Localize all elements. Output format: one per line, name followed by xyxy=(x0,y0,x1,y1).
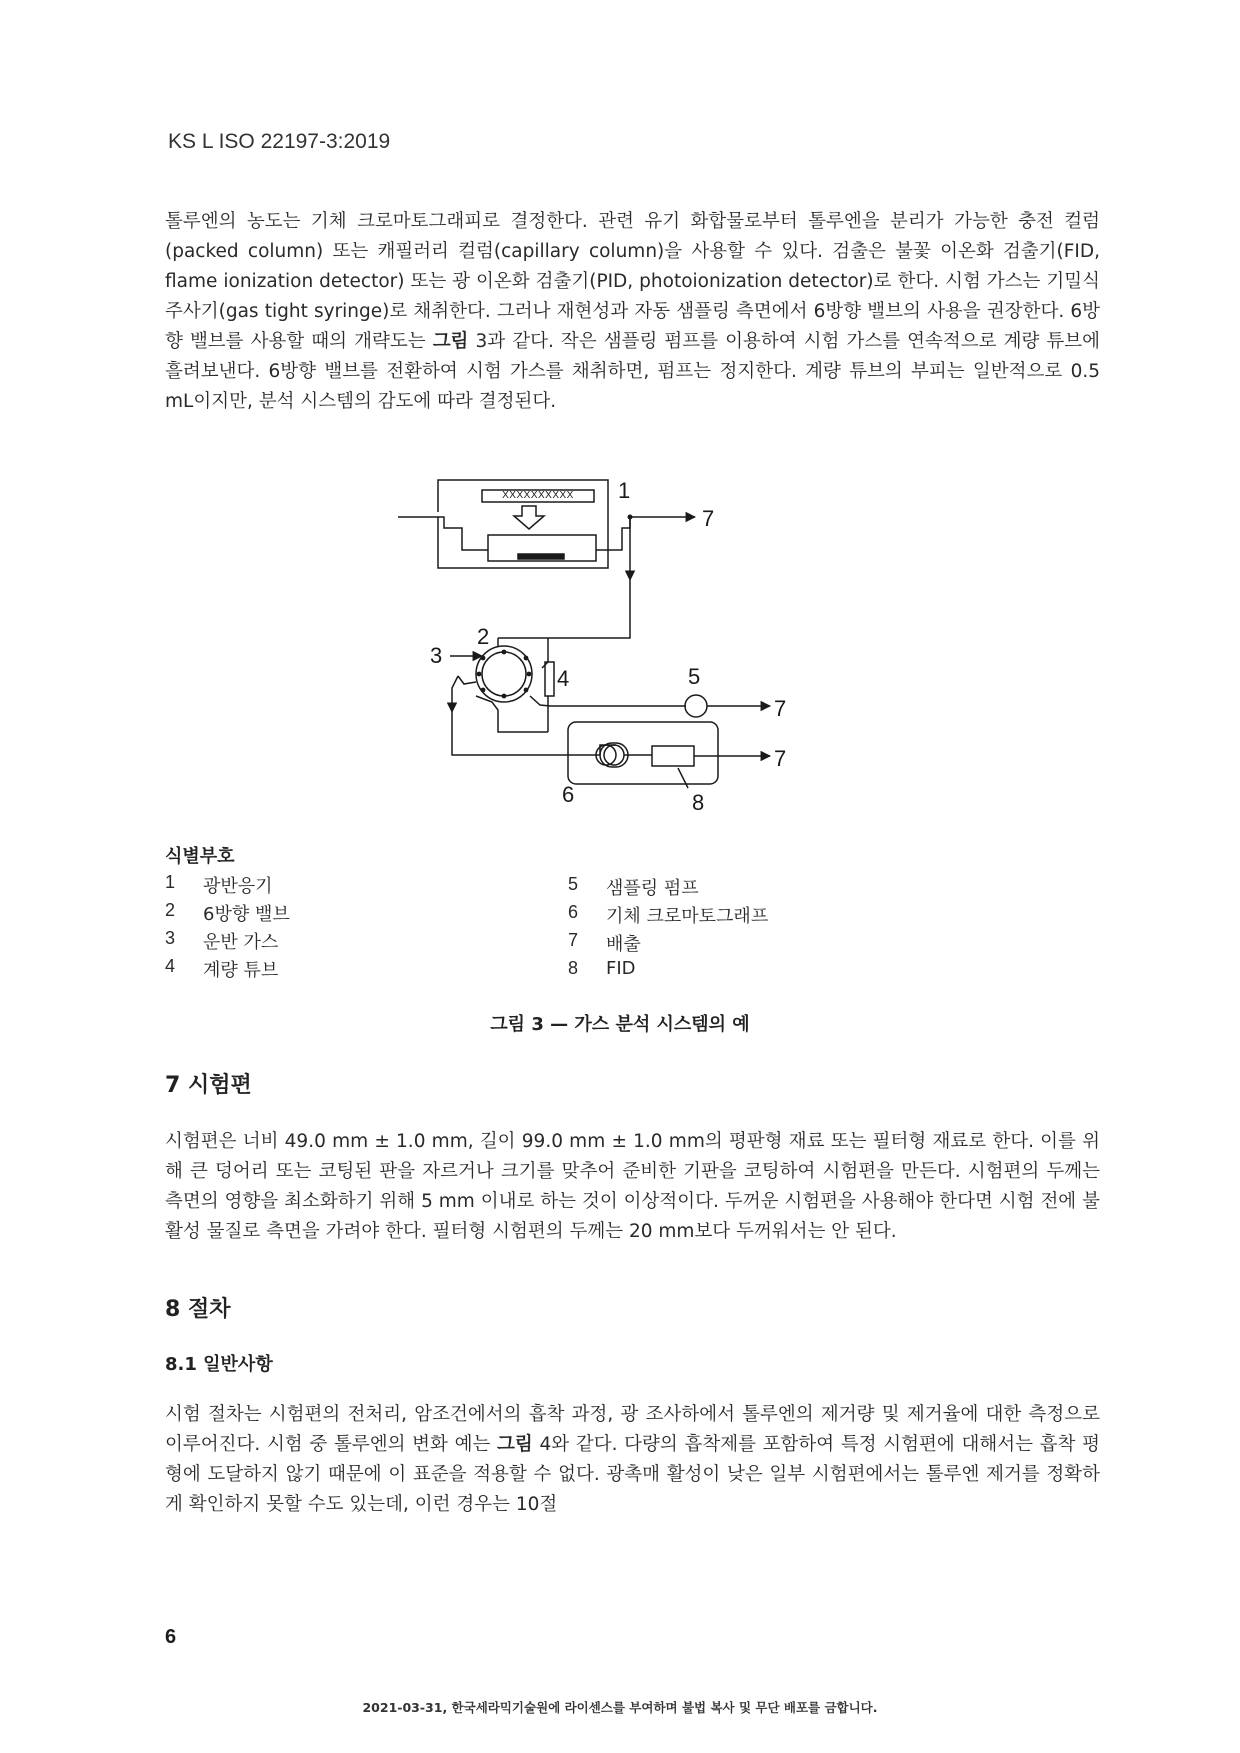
legend-number: 1 xyxy=(165,872,176,892)
legend-number: 6 xyxy=(568,902,579,922)
legend-item xyxy=(568,874,768,902)
legend-item xyxy=(165,928,290,956)
lamp-label: XXXXXXXXXX xyxy=(502,490,574,501)
callout-4: 4 xyxy=(557,666,570,691)
legend-item xyxy=(165,956,290,984)
section-8-text-1: 시험 절차는 시험편의 전처리, 암조건에서의 흡착 과정, 광 조사하에서 톨루엔의 제거량 및 제거율에 대한 측정으로 이루어진다. 시험 중 톨루엔의 변화 예는 xyxy=(165,1404,1100,1455)
callout-5: 5 xyxy=(688,664,701,689)
legend-left-column xyxy=(165,872,290,984)
section-7-heading: 7 시험편 xyxy=(165,1073,252,1098)
legend-item xyxy=(165,872,290,900)
section-8-1-heading: 8.1 일반사항 xyxy=(165,1354,273,1375)
legend-label: 배출 xyxy=(606,934,641,955)
intro-text-2: 3과 같다. 작은 샘플링 펌프를 이용하여 시험 가스를 연속적으로 계량 튜브에 흘려보낸다. 6방향 밸브를 전환하여 시험 가스를 채취하면, 펌프는 정지한다. 계량 튜브의 부피는 일반적으로 0.5 mL이지만, 분석 시스템의 감도에 따라 결정된다. xyxy=(165,331,1100,412)
figure-caption: 그림 3 — 가스 분석 시스템의 예 xyxy=(490,1014,750,1035)
section-7-text: 시험편은 너비 49.0 mm ± 1.0 mm, 길이 99.0 mm ± 1.0 mm의 평판형 재료 또는 필터형 재료로 한다. 이를 위해 큰 덩어리 또는 코팅된 판을 자르거나 크기를 맞추어 준비한 기판을 코팅하여 시험편을 만든다. 시험편의 두께는 측면의 영향을 최소화하기 위해 5 mm 이내로 하는 것이 이상적이다. 두꺼운 시험편을 사용해야 한다면 시험 전에 불활성 물질로 측면을 가려야 한다. 필터형 시험편의 두께는 20 mm보다 두꺼워서는 안 된다. xyxy=(165,1131,1100,1242)
section-8-text-2: 4와 같다. 다량의 흡착제를 포함하여 특정 시험편에 대해서는 흡착 평형에 도달하지 않기 때문에 이 표준을 적용할 수 없다. 광촉매 활성이 낮은 일부 시험편에서는 톨루엔 제거를 정확하게 확인하지 못할 수도 있는데, 이런 경우는 10절 xyxy=(165,1434,1100,1515)
legend-right-column xyxy=(568,874,768,986)
legend-item xyxy=(568,930,768,958)
sampling-pump xyxy=(685,695,707,717)
test-piece xyxy=(518,554,564,559)
legend-number: 7 xyxy=(568,930,579,950)
callout-7c: 7 xyxy=(774,746,787,771)
legend-number: 8 xyxy=(568,958,579,978)
standard-code-header: KS L ISO 22197-3:2019 xyxy=(168,130,391,153)
legend-number: 5 xyxy=(568,874,579,894)
irradiation-arrow xyxy=(514,506,544,529)
legend-label: 6방향 밸브 xyxy=(203,904,290,925)
license-footer: 2021-03-31, 한국세라믹기술원에 라이센스를 부여하며 불법 복사 및 무단 배포를 금합니다. xyxy=(362,1700,878,1715)
legend-number: 4 xyxy=(165,956,176,976)
section-7-paragraph xyxy=(165,1127,1100,1247)
intro-figure-ref: 그림 xyxy=(432,331,469,352)
fid-detector xyxy=(652,746,694,766)
page-number: 6 xyxy=(165,1626,177,1648)
legend-item xyxy=(568,902,768,930)
callout-7a: 7 xyxy=(702,506,715,531)
legend-number: 3 xyxy=(165,928,176,948)
section-8-1-paragraph xyxy=(165,1400,1100,1520)
section-8-figure-ref: 그림 xyxy=(497,1434,533,1455)
gas-chromatograph xyxy=(568,722,718,784)
metering-tube xyxy=(545,662,554,696)
legend-label: 기체 크로마토그래프 xyxy=(606,906,769,927)
section-8-heading: 8 절차 xyxy=(165,1297,231,1322)
legend-label: 운반 가스 xyxy=(203,932,279,953)
legend-title: 식별부호 xyxy=(165,846,235,867)
callout-6: 6 xyxy=(562,782,575,807)
legend-label: 광반응기 xyxy=(203,876,273,897)
callout-3: 3 xyxy=(430,643,443,668)
gas-analysis-system-diagram xyxy=(390,470,890,840)
legend-label: FID xyxy=(606,958,636,979)
callout-7b: 7 xyxy=(774,696,787,721)
callout-1: 1 xyxy=(618,478,631,503)
intro-text-1: 톨루엔의 농도는 기체 크로마토그래피로 결정한다. 관련 유기 화합물로부터 톨루엔을 분리가 가능한 충전 컬럼(packed column) 또는 캐필러리 컬럼(capillary column)을 사용할 수 있다. 검출은 불꽃 이온화 검출기(FID, flame ionization detector) 또는 광 이온화 검출기(PID, photoionization detector)로 한다. 시험 가스는 기밀식 주사기(gas tight syringe)로 채취한다. 그러나 재현성과 자동 샘플링 측면에서 6방향 밸브의 사용을 권장한다. 6방향 밸브를 사용할 때의 개략도는 xyxy=(165,211,1100,352)
legend-item xyxy=(165,900,290,928)
legend-label: 샘플링 펌프 xyxy=(606,878,699,899)
callout-2: 2 xyxy=(477,624,490,649)
intro-paragraph xyxy=(165,207,1100,417)
callout-8: 8 xyxy=(692,790,705,815)
legend-item xyxy=(568,958,768,986)
six-port-valve xyxy=(476,646,532,702)
legend-number: 2 xyxy=(165,900,176,920)
legend-label: 계량 튜브 xyxy=(203,960,279,981)
